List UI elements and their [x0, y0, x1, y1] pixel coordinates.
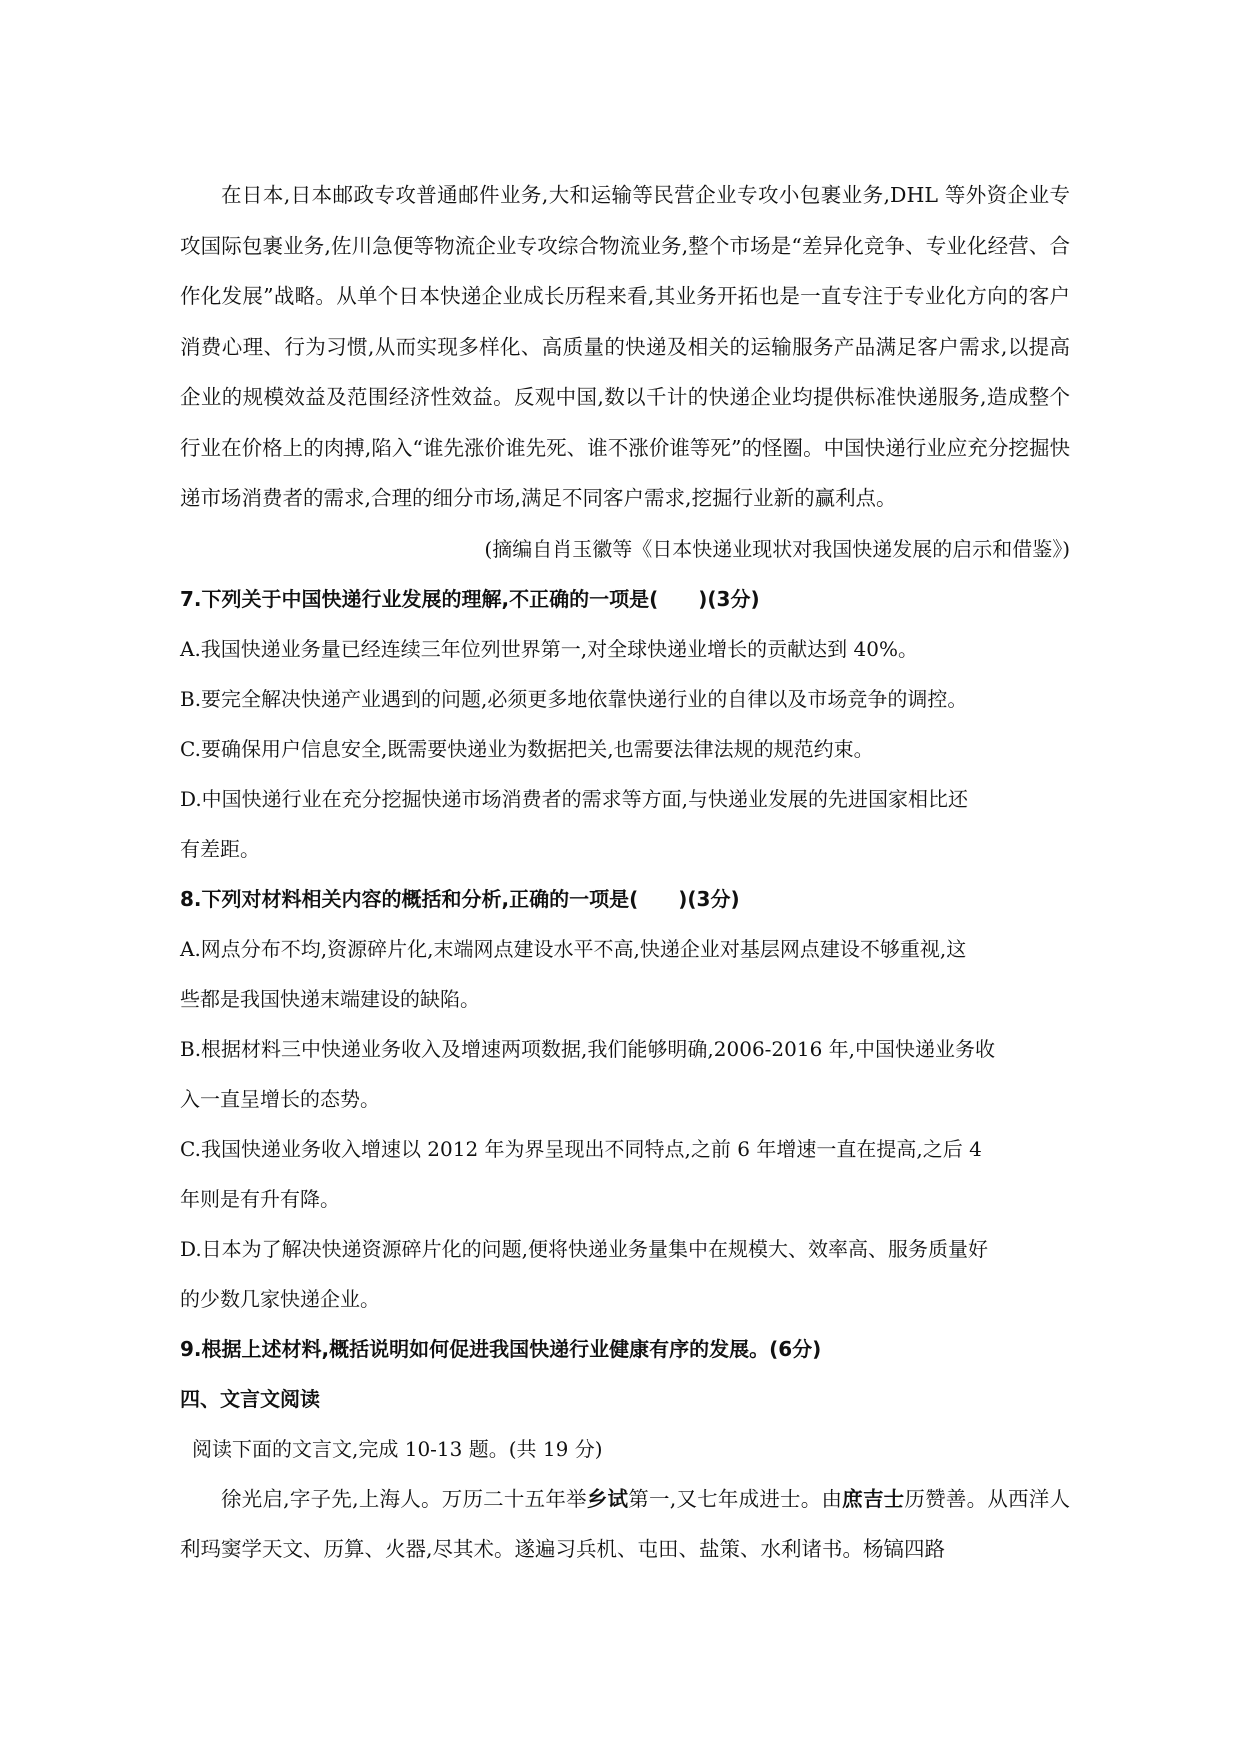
question-9-stem: 9.根据上述材料,概括说明如何促进我国快递行业健康有序的发展。(6分) — [180, 1336, 822, 1361]
passage-line: 企业专攻国际包裹业务,佐川急便等物流企业专攻综合物流业务,整个市场是“差异化竞争、 — [180, 183, 1071, 258]
classical-text-segment: 西洋人利玛窦学天文、历算、火器,尽其术。遂遍习兵机、屯田、盐策、水利诸书。杨镐四路 — [180, 1486, 1070, 1561]
passage-line: 注于专业化方向的客户消费心理、行为习惯,从而实现多样化、高质量的快递及相关的运输服 — [180, 284, 1070, 359]
classical-text-segment: 徐光启,字子先,上海人。万历二十五年举 — [221, 1486, 587, 1511]
section-heading: 四、文言文阅读 — [180, 1386, 320, 1411]
q8-option-c: C.我国快递业务收入增速以 2012 年为界呈现出不同特点,之前 6 年增速一直在提高,之后 4 — [180, 1136, 982, 1161]
q8-option-b: B.根据材料三中快递业务收入及增速两项数据,我们能够明确,2006-2016 年,中国快递业务收 — [180, 1036, 996, 1061]
question-8-stem: 8.下列对材料相关内容的概括和分析,正确的一项是( )(3分) — [180, 886, 740, 911]
passage-source: (摘编自肖玉徽等《日本快递业现状对我国快递发展的启示和借鉴》) — [484, 536, 1070, 561]
q7-option-c: C.要确保用户信息安全,既需要快递业为数据把关,也需要法律法规的规范约束。 — [180, 736, 874, 761]
classical-text-paragraph — [180, 1474, 1070, 1574]
term-shujishi: 庶吉士 — [842, 1486, 905, 1511]
content-area — [180, 170, 1070, 1574]
question-7-stem: 7.下列关于中国快递行业发展的理解,不正确的一项是( )(3分) — [180, 586, 760, 611]
passage-line: 企业均提供标准快递服务,造成整个行业在价格上的肉搏,陷入“谁先涨价谁先死、谁不涨价 — [180, 385, 1071, 460]
q8-option-d-cont: 的少数几家快递企业。 — [180, 1286, 380, 1311]
q8-option-d: D.日本为了解决快递资源碎片化的问题,便将快递业务量集中在规模大、效率高、服务质量好 — [180, 1236, 989, 1261]
q7-option-a: A.我国快递业务量已经连续三年位列世界第一,对全球快递业增长的贡献达到 40%。 — [180, 636, 918, 661]
passage-line: 同客户需求,挖掘行业新的赢利点。 — [582, 486, 897, 510]
q7-option-d: D.中国快递行业在充分挖掘快递市场消费者的需求等方面,与快递业发展的先进国家相比还 — [180, 786, 969, 811]
q8-option-c-cont: 年则是有升有降。 — [180, 1186, 340, 1211]
q7-option-d-cont: 有差距。 — [180, 836, 260, 861]
passage-line: 专业化经营、合作化发展”战略。从单个日本快递企业成长历程来看,其业务开拓也是一直专 — [180, 233, 1070, 308]
term-xiangshi: 乡试 — [586, 1486, 629, 1511]
passage-line: 务产品满足客户需求,以提高企业的规模效益及范围经济性效益。反观中国,数以千计的快递 — [180, 334, 1071, 409]
classical-text-segment: 第一,又七年成进士。由 — [628, 1486, 843, 1511]
q7-option-b: B.要完全解决快递产业遇到的问题,必须更多地依靠快递行业的自律以及市场竞争的调控。 — [180, 686, 968, 711]
passage-line: 在日本,日本邮政专攻普通邮件业务,大和运输等民营企业专攻小包裹业务,DHL 等外资 — [221, 183, 1008, 207]
section-instruction: 阅读下面的文言文,完成 10-13 题。(共 19 分) — [192, 1436, 603, 1461]
q8-option-a: A.网点分布不均,资源碎片化,末端网点建设水平不高,快递企业对基层网点建设不够重视,这 — [180, 936, 967, 961]
classical-text-segment: 历赞善。从 — [904, 1486, 1009, 1511]
q8-option-a-cont: 些都是我国快递末端建设的缺陷。 — [180, 986, 480, 1011]
passage-paragraph — [180, 170, 1070, 524]
q8-option-b-cont: 入一直呈增长的态势。 — [180, 1086, 380, 1111]
passage-line: 谁等死”的怪圈。中国快递行业应充分挖掘快递市场消费者的需求,合理的细分市场,满足不 — [180, 435, 1070, 510]
